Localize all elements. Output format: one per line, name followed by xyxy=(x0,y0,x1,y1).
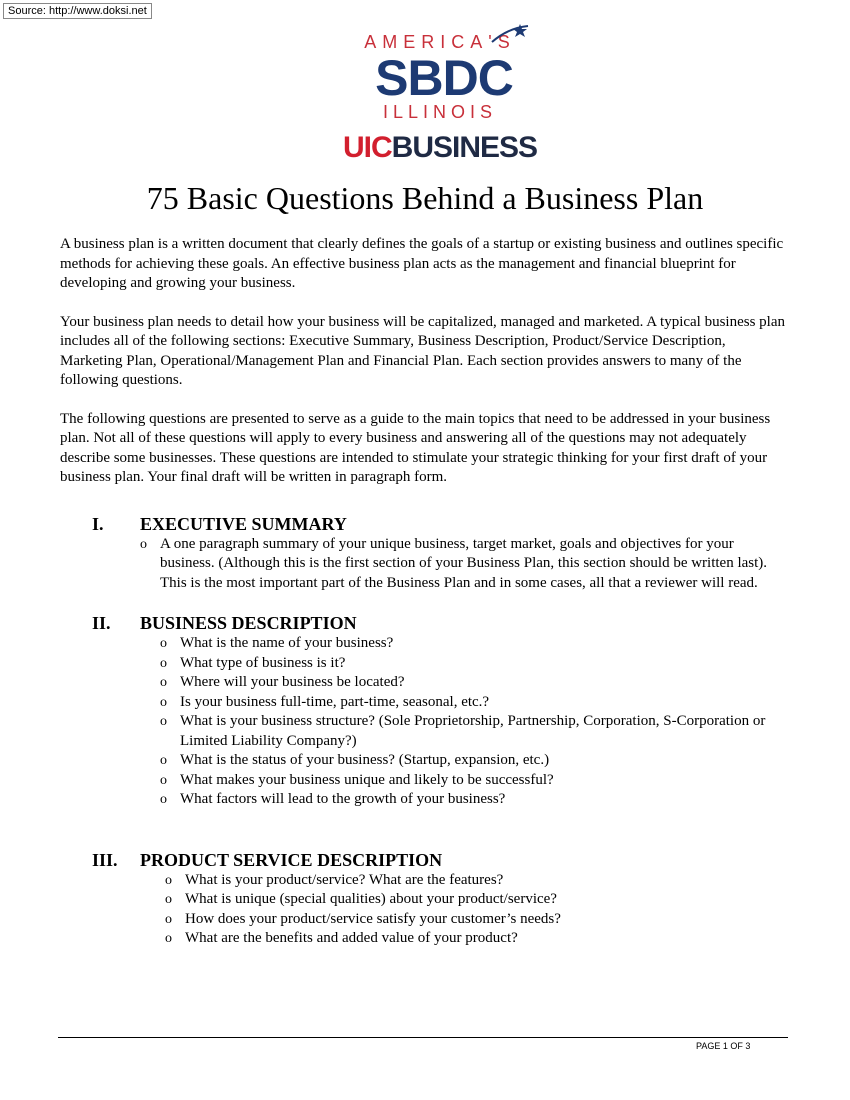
section-business-description xyxy=(60,612,790,810)
list-item xyxy=(60,654,790,674)
sbdc-logo-top-text: AMERICA'S xyxy=(364,32,516,52)
intro-paragraph-3: The following questions are presented to serve as a guide to the main topics that need to be addressed in your business plan. Not all of these questions will apply to every business and answering all of the questions may not adequately describe some businesses. These questions are intended to stimulate your strategic thinking for your first draft of your business plan. Your final draft will be written in paragraph form. xyxy=(60,410,771,485)
list-item-text: What is your product/service? What are the features? xyxy=(185,871,504,888)
page-number: PAGE 1 OF 3 xyxy=(696,1041,751,1051)
section-heading xyxy=(60,849,790,871)
list-item-text: What factors will lead to the growth of your business? xyxy=(180,791,506,807)
star-swoosh-icon xyxy=(490,22,530,44)
list-item-text: Where will your business be located? xyxy=(180,674,405,690)
list-item xyxy=(60,910,790,930)
section-heading xyxy=(60,612,790,634)
list-item xyxy=(60,871,790,891)
bullet-icon: o xyxy=(160,792,167,807)
section-product-service-description xyxy=(60,849,790,949)
bullet-icon: o xyxy=(160,772,167,788)
list-item xyxy=(60,771,790,791)
section-title: PRODUCT SERVICE DESCRIPTION xyxy=(140,849,443,870)
list-item-text: What type of business is it? xyxy=(180,654,346,671)
bullet-icon: o xyxy=(160,636,167,651)
list-item xyxy=(60,929,790,949)
question-list xyxy=(60,871,790,949)
list-item xyxy=(60,890,790,910)
bullet-icon: o xyxy=(165,911,172,927)
source-label: Source: http://www.doksi.net xyxy=(3,3,152,19)
bullet-icon: o xyxy=(165,892,172,907)
intro-paragraph-1: A business plan is a written document that clearly defines the goals of a startup or existing business and outlines specific methods for achieving these goals. An effective business plan acts as the management and financial blueprint for developing and growing your business. xyxy=(60,236,784,291)
section-number: I. xyxy=(92,513,104,534)
footer-divider xyxy=(58,1037,788,1038)
list-item-text: What is your business structure? (Sole Proprietorship, Partnership, Corporation, S-Corporation or Limited Liability Company?) xyxy=(180,713,766,749)
uic-logo-dark-text: BUSINESS xyxy=(391,131,538,164)
question-list xyxy=(60,535,790,594)
bullet-icon: o xyxy=(165,872,172,888)
section-heading xyxy=(60,513,790,535)
bullet-icon: o xyxy=(160,753,167,768)
document-body xyxy=(60,235,790,949)
list-item-text: What makes your business unique and likely to be successful? xyxy=(180,771,554,788)
bullet-icon: o xyxy=(165,931,172,946)
section-number: III. xyxy=(92,849,118,870)
bullet-icon: o xyxy=(140,536,147,552)
intro-paragraph-2: Your business plan needs to detail how your business will be capitalized, managed and marketed. A typical business plan includes all of the following sections: Executive Summary, Business Description, Product/Service Description, Marketing Plan, Operational/Management Plan and Financial Plan. Each section provides answers to many of the following questions. xyxy=(60,313,786,388)
bullet-icon: o xyxy=(160,714,167,729)
section-title: BUSINESS DESCRIPTION xyxy=(140,613,357,633)
bullet-icon: o xyxy=(160,675,167,690)
uic-logo-red-text: UIC xyxy=(343,131,392,164)
list-item xyxy=(60,634,790,654)
sbdc-logo-main-text: SBDC xyxy=(375,50,513,106)
list-item xyxy=(60,673,790,693)
list-item xyxy=(60,751,790,771)
bullet-icon: o xyxy=(160,694,167,710)
section-title: EXECUTIVE SUMMARY xyxy=(140,513,347,534)
list-item-text: What is the name of your business? xyxy=(180,635,394,651)
sbdc-logo-bottom-text: ILLINOIS xyxy=(382,102,498,122)
page-title: 75 Basic Questions Behind a Business Plan xyxy=(146,180,704,216)
sbdc-logo xyxy=(360,32,540,126)
list-item xyxy=(60,535,790,594)
list-item xyxy=(60,693,790,713)
list-item xyxy=(60,712,790,751)
section-executive-summary xyxy=(60,513,790,594)
list-item-text: What are the benefits and added value of your product? xyxy=(185,930,518,946)
list-item-text: What is the status of your business? (Startup, expansion, etc.) xyxy=(180,752,550,768)
list-item-text: What is unique (special qualities) about your product/service? xyxy=(185,891,557,907)
list-item-text: A one paragraph summary of your unique business, target market, goals and objectives for your business. (Although this is the first section of your Business Plan, this section should be written last). This is the most important part of the Business Plan and in some cases, all that a reviewer will read. xyxy=(160,535,768,591)
bullet-icon: o xyxy=(160,655,167,671)
list-item xyxy=(60,790,790,810)
question-list xyxy=(60,634,790,810)
list-item-text: How does your product/service satisfy your customer’s needs? xyxy=(185,910,561,927)
uic-business-logo xyxy=(343,130,563,166)
section-number: II. xyxy=(92,613,111,633)
list-item-text: Is your business full-time, part-time, seasonal, etc.? xyxy=(180,693,490,710)
